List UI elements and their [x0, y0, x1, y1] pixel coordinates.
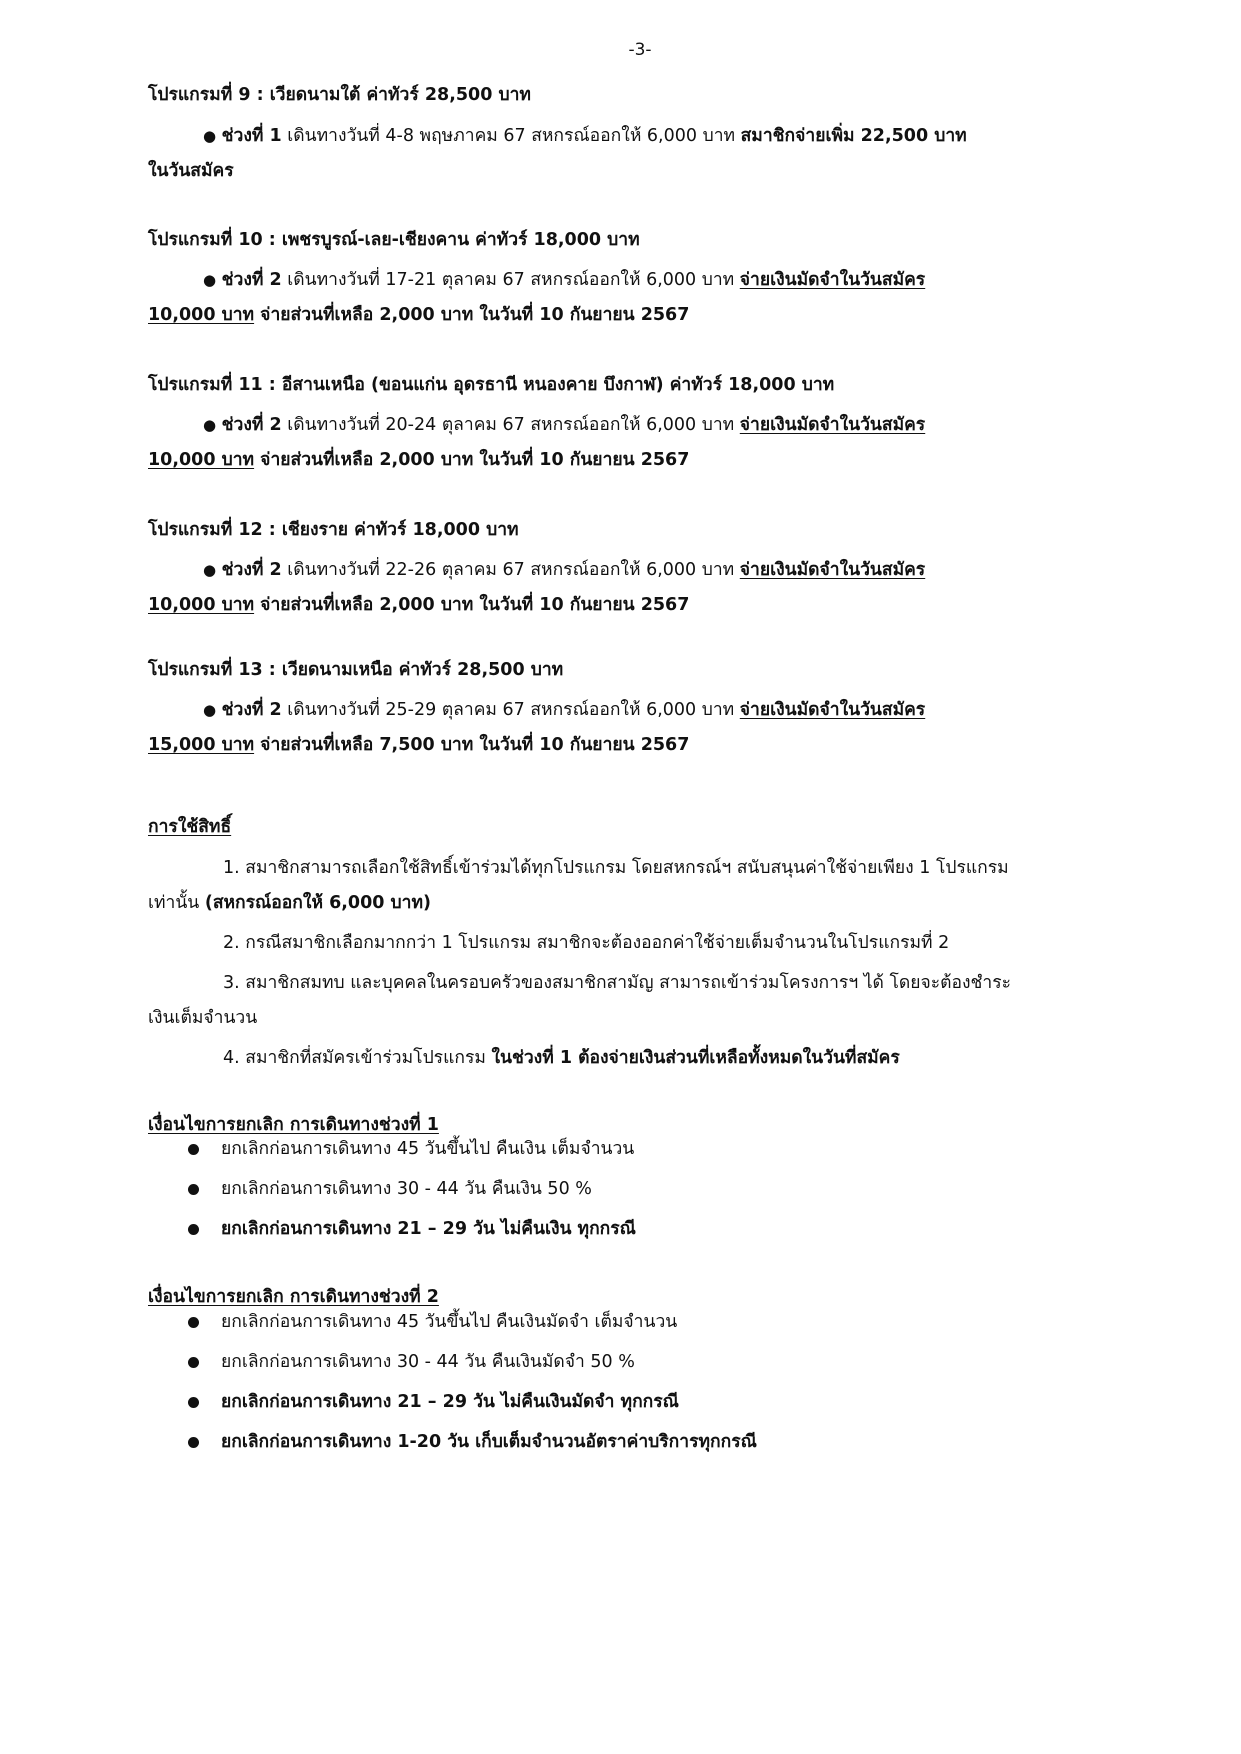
cancel-2-item: ยกเลิกก่อนการเดินทาง 45 วันขึ้นไป คืนเงินมัดจำ เต็มจำนวน: [221, 1312, 678, 1332]
period-label: ช่วงที่ 2: [221, 270, 282, 290]
period-text: เดินทางวันที่ 20-24 ตุลาคม 67 สหกรณ์ออกให้ 6,000 บาท: [281, 415, 740, 435]
program-period: [203, 410, 925, 440]
rights-item-2: 2. กรณีสมาชิกเลือกมากกว่า 1 โปรแกรม สมาชิกจะต้องออกค่าใช้จ่ายเต็มจำนวนในโปรแกรมที่ 2: [223, 933, 950, 953]
cancel-1-item: ยกเลิกก่อนการเดินทาง 45 วันขึ้นไป คืนเงิน เต็มจำนวน: [221, 1139, 635, 1159]
period-highlight: สมาชิกจ่ายเพิ่ม 22,500 บาท: [740, 126, 967, 146]
rights-item-1-highlight: (สหกรณ์ออกให้ 6,000 บาท): [204, 893, 431, 913]
program-heading: โปรแกรมที่ 9 : เวียดนามใต้ ค่าทัวร์ 28,500 บาท: [148, 85, 531, 105]
period-highlight: จ่ายเงินมัดจำในวันสมัคร: [739, 270, 926, 290]
bullet-icon: [188, 1144, 199, 1155]
rights-item-3-cont: เงินเต็มจำนวน: [148, 1008, 258, 1028]
bullet-icon: [188, 1184, 199, 1195]
bullet-icon: [188, 1224, 199, 1235]
bullet-icon: ●: [203, 561, 217, 579]
period-highlight: จ่ายเงินมัดจำในวันสมัคร: [739, 415, 926, 435]
period-label: ช่วงที่ 2: [221, 560, 282, 580]
rights-item-4-text: 4. สมาชิกที่สมัครเข้าร่วมโปรแกรม: [223, 1048, 492, 1068]
program-heading: โปรแกรมที่ 11 : อีสานเหนือ (ขอนแก่น อุดรธานี หนองคาย บึงกาฬ) ค่าทัวร์ 18,000 บาท: [148, 375, 835, 395]
cancel-2-title: เงื่อนไขการยกเลิก การเดินทางช่วงที่ 2: [148, 1287, 439, 1307]
period-label: ช่วงที่ 2: [221, 700, 282, 720]
bullet-icon: [188, 1437, 199, 1448]
program-period: [203, 555, 925, 585]
period-text: เดินทางวันที่ 25-29 ตุลาคม 67 สหกรณ์ออกให้ 6,000 บาท: [281, 700, 740, 720]
remaining-payment: จ่ายส่วนที่เหลือ 2,000 บาท ในวันที่ 10 กันยายน 2567: [254, 305, 690, 325]
deposit-amount: 10,000 บาท: [148, 450, 255, 470]
period-text: เดินทางวันที่ 4-8 พฤษภาคม 67 สหกรณ์ออกให้ 6,000 บาท: [281, 126, 741, 146]
cancel-2-item: ยกเลิกก่อนการเดินทาง 1-20 วัน เก็บเต็มจำนวนอัตราค่าบริการทุกกรณี: [221, 1432, 757, 1452]
period-text: เดินทางวันที่ 17-21 ตุลาคม 67 สหกรณ์ออกให้ 6,000 บาท: [281, 270, 740, 290]
period-continuation: ในวันสมัคร: [148, 161, 234, 181]
period-label: ช่วงที่ 1: [221, 126, 282, 146]
deposit-amount: 10,000 บาท: [148, 305, 255, 325]
program-period: [203, 265, 925, 295]
remaining-payment: จ่ายส่วนที่เหลือ 2,000 บาท ในวันที่ 10 กันยายน 2567: [254, 450, 690, 470]
cancel-1-title: เงื่อนไขการยกเลิก การเดินทางช่วงที่ 1: [148, 1115, 439, 1135]
period-text: เดินทางวันที่ 22-26 ตุลาคม 67 สหกรณ์ออกให้ 6,000 บาท: [281, 560, 740, 580]
period-continuation: [148, 590, 689, 620]
period-label: ช่วงที่ 2: [221, 415, 282, 435]
period-continuation: [148, 730, 689, 760]
cancel-1-item: ยกเลิกก่อนการเดินทาง 30 - 44 วัน คืนเงิน 50 %: [221, 1179, 592, 1199]
program-heading: โปรแกรมที่ 12 : เชียงราย ค่าทัวร์ 18,000 บาท: [148, 520, 519, 540]
period-continuation: [148, 300, 689, 330]
bullet-icon: [188, 1357, 199, 1368]
period-highlight: จ่ายเงินมัดจำในวันสมัคร: [739, 560, 926, 580]
bullet-icon: ●: [203, 127, 217, 145]
bullet-icon: [188, 1397, 199, 1408]
program-heading: โปรแกรมที่ 13 : เวียดนามเหนือ ค่าทัวร์ 28,500 บาท: [148, 660, 564, 680]
program-heading: โปรแกรมที่ 10 : เพชรบูรณ์-เลย-เชียงคาน ค่าทัวร์ 18,000 บาท: [148, 230, 640, 250]
cancel-2-item: ยกเลิกก่อนการเดินทาง 21 – 29 วัน ไม่คืนเงินมัดจำ ทุกกรณี: [221, 1392, 679, 1412]
bullet-icon: ●: [203, 701, 217, 719]
deposit-amount: 15,000 บาท: [148, 735, 255, 755]
bullet-icon: ●: [203, 271, 217, 289]
program-period: [203, 121, 967, 151]
period-highlight: จ่ายเงินมัดจำในวันสมัคร: [739, 700, 926, 720]
page-number: -3-: [628, 40, 652, 60]
rights-item-4-highlight: ในช่วงที่ 1 ต้องจ่ายเงินส่วนที่เหลือทั้งหมดในวันที่สมัคร: [491, 1048, 900, 1068]
period-continuation: [148, 445, 689, 475]
remaining-payment: จ่ายส่วนที่เหลือ 7,500 บาท ในวันที่ 10 กันยายน 2567: [254, 735, 690, 755]
program-period: [203, 695, 925, 725]
remaining-payment: จ่ายส่วนที่เหลือ 2,000 บาท ในวันที่ 10 กันยายน 2567: [254, 595, 690, 615]
bullet-icon: ●: [203, 416, 217, 434]
bullet-icon: [188, 1317, 199, 1328]
cancel-2-item: ยกเลิกก่อนการเดินทาง 30 - 44 วัน คืนเงินมัดจำ 50 %: [221, 1352, 635, 1372]
rights-item-1-text: เท่านั้น: [148, 893, 205, 913]
rights-item-3: 3. สมาชิกสมทบ และบุคคลในครอบครัวของสมาชิกสามัญ สามารถเข้าร่วมโครงการฯ ได้ โดยจะต้องชำระ: [223, 973, 1012, 993]
rights-item-1-cont: [148, 888, 431, 918]
rights-item-4: [223, 1043, 900, 1073]
rights-title: การใช้สิทธิ์: [148, 817, 232, 837]
cancel-1-item: ยกเลิกก่อนการเดินทาง 21 – 29 วัน ไม่คืนเงิน ทุกกรณี: [221, 1219, 636, 1239]
rights-item-1: 1. สมาชิกสามารถเลือกใช้สิทธิ์เข้าร่วมได้ทุกโปรแกรม โดยสหกรณ์ฯ สนับสนุนค่าใช้จ่ายเพียง 1 โปรแกรม: [223, 858, 1009, 878]
deposit-amount: 10,000 บาท: [148, 595, 255, 615]
